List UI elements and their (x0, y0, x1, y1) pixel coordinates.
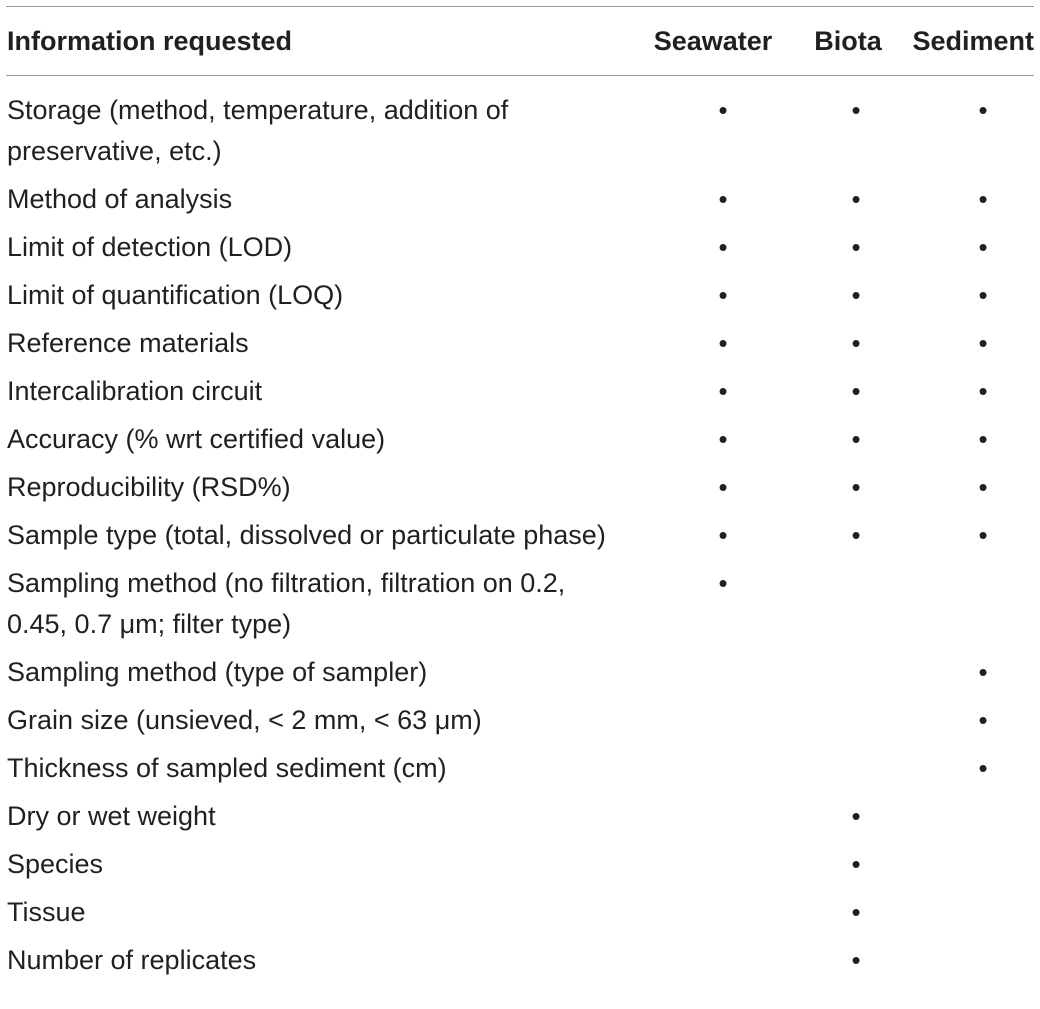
sediment-mark (898, 837, 1034, 885)
table-row (6, 885, 1034, 933)
biota-mark: • (851, 280, 861, 310)
information-requested-table (6, 6, 1034, 981)
seawater-mark (628, 789, 798, 837)
sediment-mark: • (978, 376, 988, 406)
row-label: Sampling method (no filtration, filtration on 0.2, 0.45, 0.7 μm; filter type) (7, 568, 566, 639)
table-row (6, 460, 1034, 508)
row-label: Species (7, 849, 104, 879)
sediment-mark: • (978, 472, 988, 502)
sediment-mark: • (978, 328, 988, 358)
biota-mark: • (851, 849, 861, 879)
row-label: Intercalibration circuit (7, 376, 263, 406)
table-row (6, 556, 1034, 645)
row-label: Limit of detection (LOD) (7, 232, 293, 262)
sediment-mark: • (978, 232, 988, 262)
seawater-mark: • (718, 95, 728, 125)
table-row (6, 268, 1034, 316)
biota-mark: • (851, 424, 861, 454)
header-seawater: Seawater (628, 7, 798, 76)
header-sediment: Sediment (898, 7, 1034, 76)
seawater-mark: • (718, 280, 728, 310)
row-label: Method of analysis (7, 184, 233, 214)
biota-mark (798, 693, 898, 741)
sediment-mark (898, 789, 1034, 837)
table-body (6, 76, 1034, 982)
table-row (6, 693, 1034, 741)
biota-mark: • (851, 184, 861, 214)
table-row (6, 789, 1034, 837)
biota-mark: • (851, 520, 861, 550)
row-label: Storage (method, temperature, addition of preservative, etc.) (7, 95, 509, 166)
header-information-requested: Information requested (6, 7, 628, 76)
seawater-mark (628, 645, 798, 693)
table-row (6, 220, 1034, 268)
table-row (6, 837, 1034, 885)
table-row (6, 172, 1034, 220)
biota-mark (798, 741, 898, 789)
row-label: Limit of quantification (LOQ) (7, 280, 344, 310)
table-row (6, 645, 1034, 693)
biota-mark: • (851, 945, 861, 975)
row-label: Reference materials (7, 328, 249, 358)
biota-mark (798, 556, 898, 645)
seawater-mark: • (718, 328, 728, 358)
header-biota: Biota (798, 7, 898, 76)
seawater-mark (628, 741, 798, 789)
sediment-mark: • (978, 705, 988, 735)
row-label: Thickness of sampled sediment (cm) (7, 753, 447, 783)
sediment-mark: • (978, 280, 988, 310)
sediment-mark: • (978, 753, 988, 783)
table-header-row (6, 7, 1034, 76)
seawater-mark: • (718, 472, 728, 502)
row-label: Tissue (7, 897, 86, 927)
table-row (6, 508, 1034, 556)
seawater-mark: • (718, 520, 728, 550)
biota-mark: • (851, 328, 861, 358)
sediment-mark: • (978, 95, 988, 125)
row-label: Accuracy (% wrt certified value) (7, 424, 386, 454)
seawater-mark: • (718, 184, 728, 214)
sediment-mark: • (978, 657, 988, 687)
table-row (6, 364, 1034, 412)
biota-mark: • (851, 232, 861, 262)
sediment-mark (898, 885, 1034, 933)
sediment-mark: • (978, 184, 988, 214)
seawater-mark: • (718, 232, 728, 262)
table-row (6, 316, 1034, 364)
sediment-mark: • (978, 424, 988, 454)
seawater-mark: • (718, 568, 728, 598)
seawater-mark (628, 885, 798, 933)
table-row (6, 412, 1034, 460)
biota-mark: • (851, 897, 861, 927)
table-row (6, 933, 1034, 981)
seawater-mark: • (718, 376, 728, 406)
row-label: Sampling method (type of sampler) (7, 657, 428, 687)
seawater-mark: • (718, 424, 728, 454)
biota-mark: • (851, 472, 861, 502)
row-label: Number of replicates (7, 945, 257, 975)
seawater-mark (628, 693, 798, 741)
table-row (6, 76, 1034, 173)
table-row (6, 741, 1034, 789)
biota-mark (798, 645, 898, 693)
row-label: Grain size (unsieved, < 2 mm, < 63 μm) (7, 705, 482, 735)
row-label: Reproducibility (RSD%) (7, 472, 291, 502)
seawater-mark (628, 837, 798, 885)
row-label: Sample type (total, dissolved or particulate phase) (7, 520, 606, 550)
seawater-mark (628, 933, 798, 981)
biota-mark: • (851, 95, 861, 125)
biota-mark: • (851, 376, 861, 406)
sediment-mark (898, 933, 1034, 981)
row-label: Dry or wet weight (7, 801, 216, 831)
sediment-mark (898, 556, 1034, 645)
sediment-mark: • (978, 520, 988, 550)
biota-mark: • (851, 801, 861, 831)
